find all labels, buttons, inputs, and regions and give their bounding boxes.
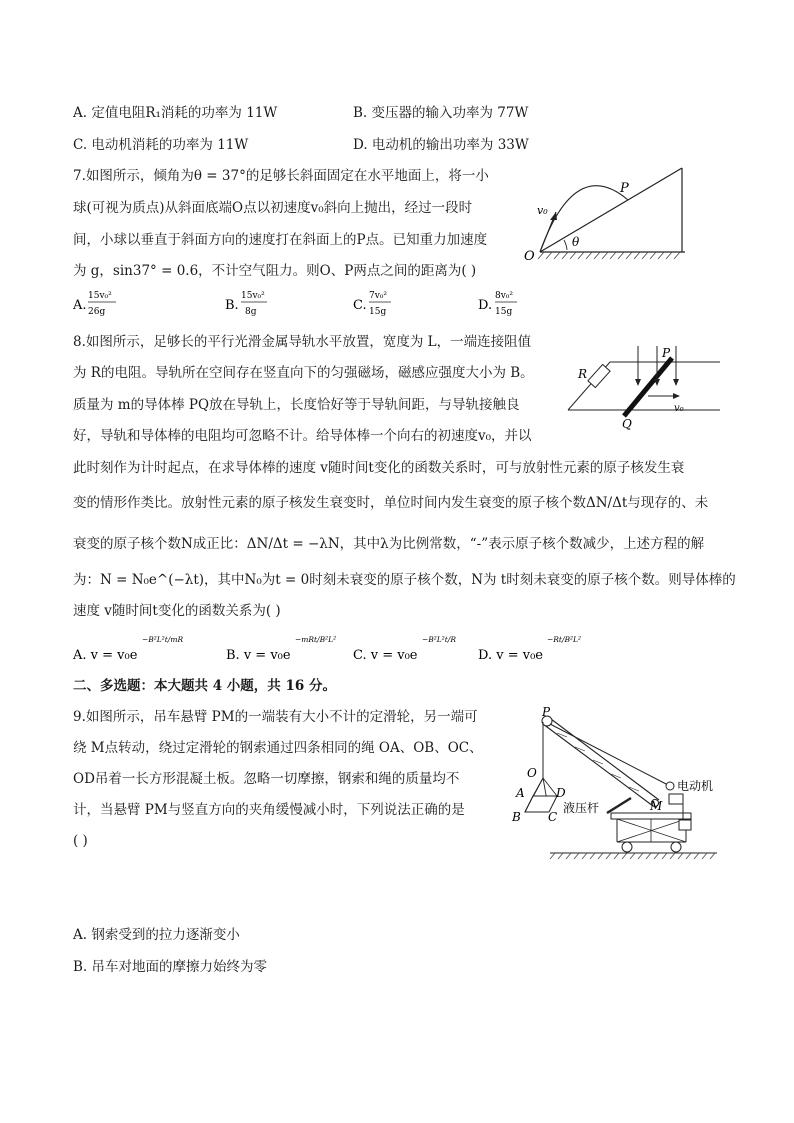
q6-option-a: A. 定值电阻R₁消耗的功率为 11W [73, 105, 278, 121]
q9-line-5: ( ) [73, 833, 88, 849]
q7-line-3: 间，小球以垂直于斜面方向的速度打在斜面上的P点。已知重力加速度 [73, 232, 488, 248]
q9-option-b: B. 吊车对地面的摩擦力始终为零 [73, 959, 268, 975]
section-2-heading: 二、多选题：本大题共 4 小题，共 16 分。 [73, 678, 336, 694]
svg-text:15g: 15g [369, 307, 387, 317]
q7-label-v0: v₀ [537, 204, 548, 217]
q7-option-a [73, 291, 116, 317]
q7-label-theta: θ [572, 235, 580, 249]
q8-option-a [73, 635, 183, 663]
q6-option-c: C. 电动机消耗的功率为 11W [73, 137, 249, 153]
svg-text:D. v = v₀e: D. v = v₀e [478, 648, 543, 663]
q9-label-d: D [556, 786, 566, 800]
svg-text:D.: D. [478, 298, 493, 313]
q9-line-3: OD吊着一长方形混凝土板。忽略一切摩擦，钢索和绳的质量均不 [73, 771, 460, 787]
q8-line-5: 此时刻作为计时起点，在求导体棒的速度 v随时间t变化的函数关系时，可与放射性元素的原子核发生衰 [73, 460, 685, 476]
q9-label-motor: 电动机 [677, 779, 714, 793]
q8-label-q: Q [622, 417, 632, 430]
q8-line-1: 8.如图所示，足够长的平行光滑金属导轨水平放置，宽度为 L，一端连接阻值 [73, 334, 532, 350]
q8-option-c [353, 635, 456, 663]
q9-label-a: A [516, 786, 525, 800]
q7-line-2: 球(可视为质点)从斜面底端O点以初速度v₀斜向上抛出，经过一段时 [73, 200, 473, 216]
q8-figure [560, 340, 730, 430]
svg-text:8v₀²: 8v₀² [495, 291, 514, 301]
q7-option-b [225, 291, 267, 317]
svg-text:−B²L²t/R: −B²L²t/R [422, 635, 456, 644]
q9-label-rod: 液压杆 [563, 801, 600, 815]
svg-text:C.: C. [353, 298, 367, 313]
q9-label-c: C [548, 810, 558, 824]
svg-text:−mRt/B²L²: −mRt/B²L² [295, 635, 337, 644]
q8-line-4: 好，导轨和导体棒的电阻均可忽略不计。给导体棒一个向右的初速度v₀，并以 [73, 428, 532, 444]
svg-text:−Rt/B²L²: −Rt/B²L² [547, 635, 581, 644]
q9-line-1: 9.如图所示，吊车悬臂 PM的一端装有大小不计的定滑轮，另一端可 [73, 709, 478, 725]
q7-figure [520, 160, 700, 264]
q8-line-6: 变的情形作类比。放射性元素的原子核发生衰变时，单位时间内发生衰变的原子核个数ΔN/Δt与现存的、未 [73, 495, 709, 511]
q9-label-m: M [650, 799, 663, 813]
svg-text:15v₀²: 15v₀² [241, 291, 265, 301]
q9-figure [505, 700, 730, 865]
q8-line-3: 质量为 m的导体棒 PQ放在导轨上，长度恰好等于导轨间距，与导轨接触良 [73, 397, 520, 413]
q7-option-d [478, 291, 517, 317]
q8-line-9: 速度 v随时间t变化的函数关系为( ) [73, 603, 281, 619]
q7-option-c [353, 291, 391, 317]
svg-text:8g: 8g [245, 307, 257, 317]
q7-line-1: 7.如图所示，倾角为θ = 37°的足够长斜面固定在水平地面上，将一小 [73, 168, 489, 184]
q6-option-b: B. 变压器的输入功率为 77W [353, 105, 529, 121]
q8-line-7: 衰变的原子核个数N成正比：ΔN/Δt = −λN，其中λ为比例常数，“-”表示原子核个数减少，上述方程的解 [73, 536, 705, 552]
svg-text:7v₀²: 7v₀² [369, 291, 388, 301]
svg-text:B. v = v₀e: B. v = v₀e [226, 648, 291, 663]
svg-text:C. v = v₀e: C. v = v₀e [353, 648, 418, 663]
svg-text:B.: B. [225, 298, 239, 313]
q9-line-2: 绕 M点转动，绕过定滑轮的钢索通过四条相同的绳 OA、OB、OC、 [73, 740, 483, 756]
svg-text:15g: 15g [495, 307, 513, 317]
q9-label-b: B [512, 810, 521, 824]
q8-option-b [226, 635, 336, 663]
svg-text:26g: 26g [88, 307, 106, 317]
q9-option-a: A. 钢索受到的拉力逐渐变小 [73, 927, 240, 943]
q8-options [73, 632, 593, 666]
q8-label-p: P [662, 346, 671, 360]
q9-label-o: O [527, 766, 537, 780]
q8-line-2: 为 R的电阻。导轨所在空间存在竖直向下的匀强磁场，磁感应强度大小为 B。 [73, 365, 534, 381]
q8-label-v0: v₀ [674, 403, 684, 414]
svg-text:A. v = v₀e: A. v = v₀e [73, 648, 138, 663]
svg-text:15v₀²: 15v₀² [88, 291, 112, 301]
q7-options [73, 285, 533, 319]
q7-line-4: 为 g，sin37° = 0.6，不计空气阻力。则O、P两点之间的距离为( ) [73, 263, 477, 279]
svg-text:A.: A. [73, 298, 87, 313]
q9-label-p: P [542, 705, 551, 719]
q7-label-o: O [524, 249, 535, 264]
q6-option-d: D. 电动机的输出功率为 33W [353, 137, 529, 153]
q9-line-4: 计，当悬臂 PM与竖直方向的夹角缓慢减小时，下列说法正确的是 [73, 802, 465, 818]
q8-option-d [478, 635, 581, 663]
q8-line-8: 为：N = N₀e^(−λt)，其中N₀为t = 0时刻未衰变的原子核个数，N为 t时刻未衰变的原子核个数。则导体棒的 [73, 572, 736, 588]
svg-text:−B²L²t/mR: −B²L²t/mR [142, 635, 184, 644]
q7-label-p: P [620, 181, 629, 196]
q8-label-r: R [578, 367, 588, 381]
